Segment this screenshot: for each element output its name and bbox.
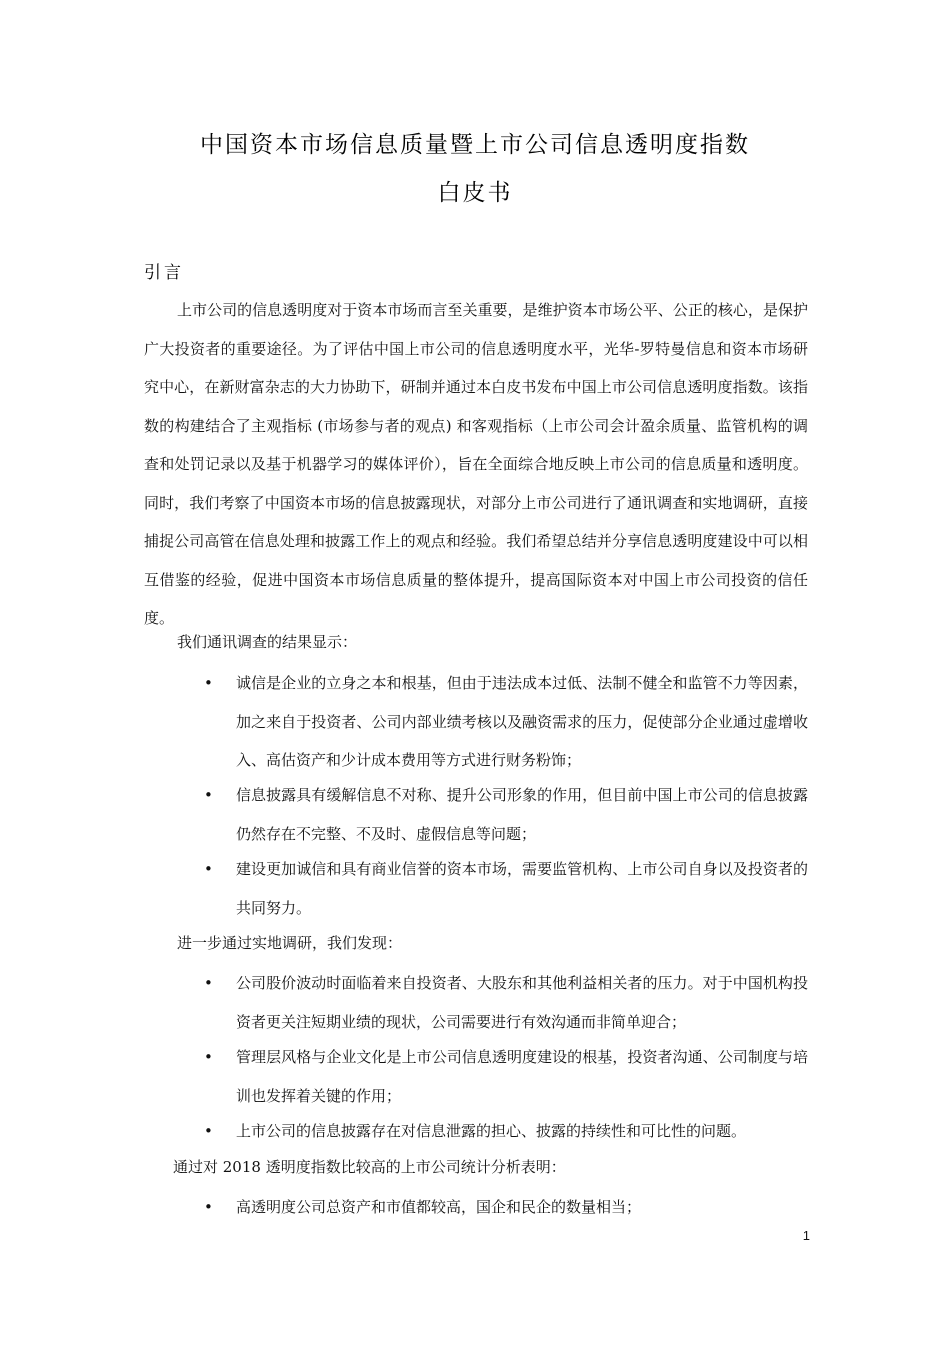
document-title: 中国资本市场信息质量暨上市公司信息透明度指数 (200, 132, 750, 158)
page-number: 1 (802, 1228, 810, 1243)
statistics-lead: 通过对 2018 透明度指数比较高的上市公司统计分析表明： (173, 1158, 566, 1176)
field-bullet-stock-pressure: 公司股价波动时面临着来自投资者、大股东和其他利益相关者的压力。对于中国机构投资者更关注短期业绩的现状，公司需要进行有效沟通而非简单迎合； (236, 974, 808, 1031)
stats-bullet-assets: 高透明度公司总资产和市值都较高，国企和民企的数量相当； (236, 1198, 642, 1216)
field-bullet-disclosure-concerns: 上市公司的信息披露存在对信息泄露的担心、披露的持续性和可比性的问题。 (236, 1122, 747, 1140)
survey-bullet-joint-effort: 建设更加诚信和具有商业信誉的资本市场，需要监管机构、上市公司自身以及投资者的共同努力。 (236, 860, 808, 917)
bullet-marker: • (204, 1198, 213, 1216)
bullet-marker: • (204, 1122, 213, 1140)
bullet-marker: • (204, 786, 213, 804)
survey-results-lead: 我们通讯调查的结果显示： (177, 633, 358, 651)
survey-bullet-integrity: 诚信是企业的立身之本和根基，但由于违法成本过低、法制不健全和监管不力等因素，加之来自于投资者、公司内部业绩考核以及融资需求的压力，促使部分企业通过虚增收入、高估资产和少计成本费用等方式进行财务粉饰； (236, 674, 808, 769)
intro-paragraph: 上市公司的信息透明度对于资本市场而言至关重要，是维护资本市场公平、公正的核心，是保护广大投资者的重要途径。为了评估中国上市公司的信息透明度水平，光华-罗特曼信息和资本市场研究中心，在新财富杂志的大力协助下，研制并通过本白皮书发布中国上市公司信息透明度指数。该指数的构建结合了主观指标 (市场参与者的观点) 和客观指标（上市公司会计盈余质量、监管机构的调查和处罚记录以及基于机器学习的媒体评价），旨在全面综合地反映上市公司的信息质量和透明度。同时，我们考察了中国资本市场的信息披露现状，对部分上市公司进行了通讯调查和实地调研，直接捕捉公司高管在信息处理和披露工作上的观点和经验。我们希望总结并分享信息透明度建设中可以相互借鉴的经验，促进中国资本市场信息质量的整体提升，提高国际资本对中国上市公司投资的信任度。 (144, 301, 808, 627)
section-heading-introduction: 引言 (144, 263, 184, 283)
document-subtitle: 白皮书 (437, 180, 513, 206)
bullet-marker: • (204, 674, 213, 692)
field-bullet-management-culture: 管理层风格与企业文化是上市公司信息透明度建设的根基，投资者沟通、公司制度与培训也发挥着关键的作用； (236, 1048, 808, 1105)
bullet-marker: • (204, 1048, 213, 1066)
bullet-marker: • (204, 860, 213, 878)
bullet-marker: • (204, 974, 213, 992)
field-research-lead: 进一步通过实地调研，我们发现： (177, 934, 403, 952)
survey-bullet-disclosure: 信息披露具有缓解信息不对称、提升公司形象的作用，但目前中国上市公司的信息披露仍然存在不完整、不及时、虚假信息等问题； (236, 786, 808, 843)
